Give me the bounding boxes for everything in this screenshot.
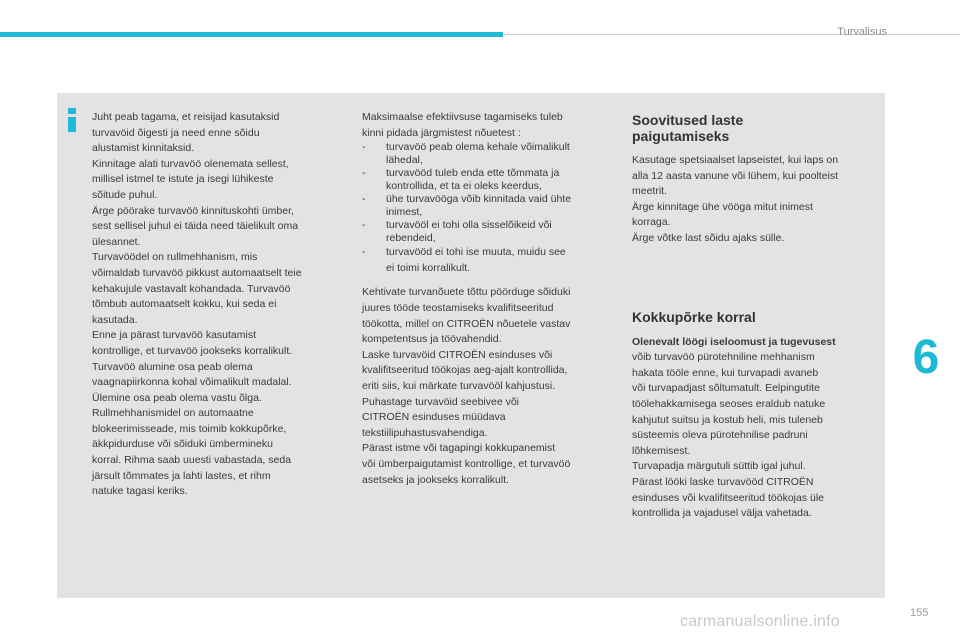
text-line: võimaldab turvavöö pikkust automaatselt teie	[92, 266, 302, 279]
text-line: hakata tööle enne, kui turvapadi avaneb	[632, 366, 819, 379]
page-number: 155	[910, 607, 929, 619]
text-line: lõhkemisest.	[632, 444, 691, 457]
text-line: Ärge võtke last sõidu ajaks sülle.	[632, 231, 785, 244]
text-line: natuke tagasi keriks.	[92, 485, 188, 498]
text-line: vaagnapiirkonna kohal võimalikult madalal.	[92, 376, 292, 389]
text-line: millisel istmel te istute ja isegi lühikeste	[92, 173, 274, 186]
header-accent-bar	[0, 32, 503, 37]
text-line: Pärast istme või tagapingi kokkupanemist	[362, 442, 556, 455]
column-children-and-crash	[632, 110, 878, 522]
text-line: töökotta, millel on CITROËN nõuetele vastav	[362, 317, 571, 330]
text-line: kinni pidada järgmistest nõuetest :	[362, 126, 521, 139]
text-line: kahjutut suitsu ja kostub heli, mis tuleneb	[632, 413, 823, 426]
heading-crash: Kokkupõrke korral	[632, 308, 756, 325]
list-item: - turvavööl ei tohi olla sisselõikeid või rebendeid,	[362, 219, 612, 244]
watermark: carmanualsonline.info	[680, 613, 840, 630]
column-seatbelt-requirements	[362, 110, 612, 488]
text-line: töölehakkamisega seoses eraldub natuke	[632, 397, 826, 410]
text-line: järsult tõmmates ja lahti lastes, et rihm	[92, 469, 271, 482]
text-line: Maksimaalse efektiivsuse tagamiseks tuleb	[362, 111, 563, 123]
text-line-bold: Olenevalt löögi iseloomust ja tugevusest	[632, 335, 836, 348]
text-line: Ärge pöörake turvavöö kinnituskohti ümber,	[92, 204, 294, 217]
text-line: kvalifitseeritud töökojas aeg-ajalt kontrollida,	[362, 364, 568, 377]
text-line: süsteemis oleva pürotehnilise padruni	[632, 429, 808, 442]
text-line: asetseks ja jookseks korralikult.	[362, 473, 510, 486]
text-line: sest sellisel juhul ei täida need täielikult oma	[92, 220, 299, 233]
text-line: Pärast lööki laske turvavööd CITROËN	[632, 475, 814, 488]
text-line: eriti siis, kui märkate turvavööl kahjustusi.	[362, 379, 556, 392]
text-line: Turvavöödel on rullmehhanism, mis	[92, 251, 258, 264]
text-line: juures tööde teostamiseks kvalifitseeritud	[362, 301, 554, 314]
text-line: Puhastage turvavöid seebivee või	[362, 395, 520, 408]
text-line: kontrollige, et turvavöö jookseks korralikult.	[92, 344, 293, 357]
text-line: alustamist kinnitaksid.	[92, 142, 195, 155]
text-line: turvavöid õigesti ja need enne sõidu	[92, 126, 260, 139]
text-line: kompetentsus ja töövahendid.	[362, 333, 502, 346]
text-line: kasutada.	[92, 313, 138, 326]
list-item: - ühe turvavööga võib kinnitada vaid ühte inimest,	[362, 193, 612, 218]
text-line: Enne ja pärast turvavöö kasutamist	[92, 329, 257, 342]
requirements-list	[362, 141, 612, 276]
list-item: - turvavööd ei tohi ise muuta, muidu see ei toimi korralikult.	[362, 245, 612, 276]
text-line: sõitude puhul.	[92, 188, 158, 201]
heading-child-placement: Soovitused laste paigutamiseks	[632, 112, 744, 144]
header-rule	[503, 34, 960, 35]
text-line: Rullmehhanismidel on automaatne	[92, 407, 254, 420]
text-line: meetrit.	[632, 185, 668, 198]
text-line: ülesannet.	[92, 235, 141, 248]
text-line: Turvapadja märgutuli süttib igal juhul.	[632, 460, 806, 473]
list-item: - turvavöö peab olema kehale võimalikult lähedal,	[362, 141, 612, 166]
text-line: tõmbub automaatselt kokku, kui seda ei	[92, 298, 277, 311]
text-line: Kehtivate turvanõuete tõttu pöörduge sõiduki	[362, 286, 571, 299]
list-item: - turvavööd tuleb enda ette tõmmata ja kontrollida, et ta ei oleks keerdus,	[362, 167, 612, 192]
text-line: võib turvavöö pürotehniline mehhanism	[632, 351, 815, 364]
text-line: Laske turvavöid CITROËN esinduses või	[362, 348, 553, 361]
text-line: kontrollida ja vajadusel välja vahetada.	[632, 507, 812, 520]
text-line: kehakujule vastavalt kohandada. Turvavöö	[92, 282, 291, 295]
text-line: blokeerimisseade, mis toimib kokkupõrke,	[92, 422, 287, 435]
text-line: korral. Rihma saab uuesti vabastada, seda	[92, 454, 292, 467]
text-line: alla 12 aasta vanune või lühem, kui poolteist	[632, 169, 839, 182]
text-line: korraga.	[632, 216, 671, 229]
chapter-number: 6	[912, 331, 940, 384]
text-line: CITROËN esinduses müüdava	[362, 411, 506, 424]
text-line: Ülemine osa peab olema vastu õlga.	[92, 391, 262, 404]
text-line: Kasutage spetsiaalset lapseistet, kui laps on	[632, 154, 839, 166]
text-line: tekstiilipuhastusvahendiga.	[362, 426, 488, 439]
text-line: äkkpidurduse või sõiduki ümbermineku	[92, 438, 273, 451]
column-seatbelt-info	[92, 110, 344, 500]
text-line: Turvavöö alumine osa peab olema	[92, 360, 253, 373]
info-icon	[66, 108, 78, 132]
text-line: Kinnitage alati turvavöö olenemata sellest,	[92, 157, 289, 170]
text-line: või ümberpaigutamist kontrollige, et turvavöö	[362, 457, 571, 470]
text-line: või turvapadjast sõltumatult. Eelpingutite	[632, 382, 820, 395]
section-title: Turvalisus	[837, 26, 887, 38]
text-line: Ärge kinnitage ühe vööga mitut inimest	[632, 200, 813, 213]
text-line: Juht peab tagama, et reisijad kasutaksid	[92, 111, 280, 123]
text-line: esinduses või kvalifitseeritud töökojas üle	[632, 491, 825, 504]
